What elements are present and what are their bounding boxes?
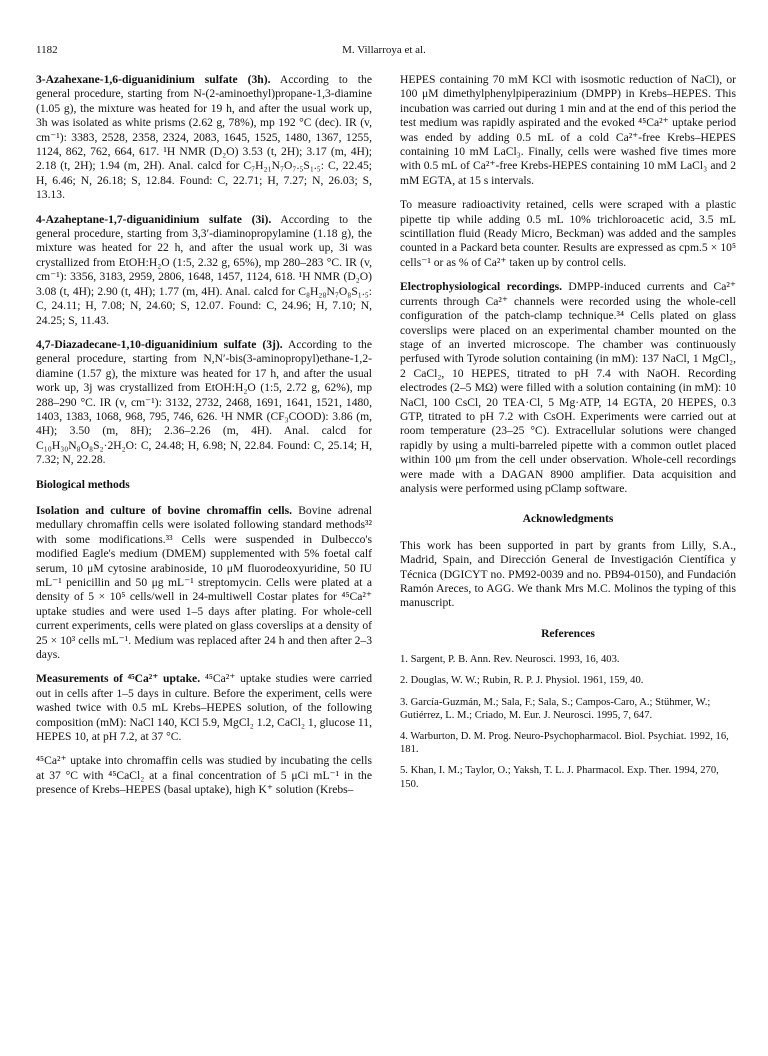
reference-item: 4. Warburton, D. M. Prog. Neuro-Psychopharmacol. Biol. Psychiat. 1992, 16, 181. bbox=[400, 731, 729, 756]
paragraph-radioactivity bbox=[400, 198, 736, 270]
reference-item: 2. Douglas, W. W.; Rubin, R. P. J. Physiol. 1961, 159, 40. bbox=[400, 675, 644, 687]
reference-item: 3. García-Guzmán, M.; Sala, F.; Sala, S.; Campos-Caro, A.; Stühmer, W.; Gutiérrez, L. M.; Criado, M. Eur. J. Neurosci. 1995, 7, 647. bbox=[400, 696, 711, 721]
left-column bbox=[36, 73, 372, 808]
paragraph-3j bbox=[36, 338, 372, 468]
reference-item: 1. Sargent, P. B. Ann. Rev. Neurosci. 1993, 16, 403. bbox=[400, 654, 620, 666]
paragraph-text: According to the general procedure, starting from 3,3′-diaminopropylamine (1.18 g), the mixture was heated for 22 h, and after the usual work up, 3i was crystallized from EtOH:H₂O (1:5, 2.32 g, 65%), mp 280–283 °C. IR (v, cm⁻¹): 3356, 3183, 2959, 2806, 1648, 1457, 1124, 618. ¹H NMR (D₂O) 3.08 (t, 4H); 2.90 (t, 4H); 1.77 (m, 4H). Anal. calcd for C₈H₂₈N₇O₈S₁.₅: C, 24.11; H, 7.08; N, 24.60; S, 12.07. Found: C, 24.96; H, 7.10; N, 24.25; S, 11.43. bbox=[36, 212, 372, 327]
reference-item: 5. Khan, I. M.; Taylor, O.; Yaksh, T. L. J. Pharmacol. Exp. Ther. 1994, 270, 150. bbox=[400, 765, 719, 790]
paragraph-electrophysiology bbox=[400, 280, 736, 496]
paragraph-text: According to the general procedure, starting from N,N′-bis(3-aminopropyl)ethane-1,2-diamine (1.57 g), the mixture was heated for 17 h, and after the usual work up, 3j was crystallized from EtOH:H₂O (1:5, 2.72 g, 62%), mp 288–290 °C. IR (v, cm⁻¹): 3132, 2732, 2468, 1691, 1641, 1521, 1480, 1403, 1383, 1068, 968, 795, 746, 626. ¹H NMR (CF₃COOD): 3.86 (m, 4H); 3.50 (m, 8H); 2.36–2.26 (m, 4H). Anal. calcd for C₁₀H₃₀N₈O₈S₂·2H₂O: C, 24.48; H, 6.98; N, 22.84. Found: C, 25.14; H, 7.32; N, 22.28. bbox=[36, 337, 372, 467]
reference-list bbox=[400, 653, 736, 791]
paragraph-text: HEPES containing 70 mM KCl with isosmotic reduction of NaCl), or 100 μM dimethylphenylpiperazinium (DMPP) in Krebs–HEPES. This incubation was carried out during 1 min and at the end of this period the test medium was rapidly aspirated and the evoked ⁴⁵Ca²⁺ uptake period was ended by adding 0.5 mL of a cold Ca²⁺-free Krebs–HEPES containing 10 mM LaCl₃. Finally, cells were washed five times more with 0.5 mL of Ca²⁺-free Krebs-HEPES containing 10 mM LaCl₃ and 2 mM EGTA, at 15 s intervals. bbox=[400, 73, 736, 187]
subsection-heading: Measurements of ⁴⁵Ca²⁺ uptake. bbox=[36, 672, 201, 686]
page-header bbox=[36, 44, 732, 60]
paragraph-ca-uptake-cont bbox=[36, 754, 372, 797]
paragraph-ca-uptake bbox=[36, 672, 372, 744]
running-head: M. Villarroya et al. bbox=[342, 44, 426, 56]
paragraph-acknowledgments bbox=[400, 539, 736, 611]
paragraph-text: ⁴⁵Ca²⁺ uptake studies were carried out in cells after 1–5 days in culture. Before the experiment, cells were washed twice with 0.5 mL Krebs–HEPES solution, of the following composition (mM): NaCl 140, KCl 5.9, MgCl₂ 1.2, CaCl₂ 1, glucose 11, HEPES 10, at pH 7.2, at 37 °C. bbox=[36, 672, 373, 744]
section-heading-biological-methods: Biological methods bbox=[36, 477, 130, 491]
right-column bbox=[400, 73, 736, 799]
paragraph-incubation bbox=[400, 73, 736, 188]
paragraph-3h bbox=[36, 73, 372, 203]
page-number: 1182 bbox=[36, 44, 58, 56]
paragraph-text: According to the general procedure, starting from N-(2-aminoethyl)propane-1,3-diamine (1.05 g), the mixture was heated for 19 h, and after the usual work up, 3h was isolated as white prisms (2.62 g, 78%), mp 192 °C (dec). IR (v, cm⁻¹): 3383, 2528, 2358, 2324, 2083, 1645, 1525, 1480, 1367, 1255, 1124, 862, 762, 664, 617. ¹H NMR (D₂O) 3.53 (t, 2H); 3.17 (m, 4H); 2.18 (t, 2H); 1.94 (m, 2H). Anal. calcd for C₇H₂₁N₇O₇.₅S₁.₅: C, 22.45; H, 6.46; N, 26.18; S, 12.84. Found: C, 22.71; H, 7.27; N, 26.03; S, 13.13. bbox=[36, 73, 372, 202]
paragraph-text: DMPP-induced currents and Ca²⁺ currents through Ca²⁺ channels were recorded using the whole-cell configuration of the patch-clamp technique.³⁴ Cells plated on glass coverslips were placed on an experimental chamber mounted on the stage of an inverted microscope. The chamber was continuously perfused with Tyrode solution containing (in mM): 137 NaCl, 1 MgCl₂, 2 CaCl₂, 10 HEPES, titrated to pH 7.4 with NaOH. Recording electrodes (2–5 MΩ) were filled with a solution containing (in mM): 10 NaCl, 100 CsCl, 20 TEA·Cl, 5 Mg·ATP, 14 EGTA, 20 HEPES, 0.3 GTP, titrated to pH 7.2 with CsOH. Experiments were carried out at room temperature (23–25 °C). Extracellular solutions were changed rapidly by using a multi-barreled pipette with a common outlet placed within 100 μm from the cell under observation. Whole-cell recordings were made with a DAGAN 8900 amplifier. Data acquisition and analysis were performed using pClamp software. bbox=[400, 280, 737, 495]
compound-heading-3h: 3-Azahexane-1,6-diguanidinium sulfate (3h). bbox=[36, 73, 271, 86]
paragraph-isolation bbox=[36, 504, 372, 662]
compound-heading-3j: 4,7-Diazadecane-1,10-diguanidinium sulfate (3j). bbox=[36, 337, 283, 351]
paragraph-text: This work has been supported in part by grants from Lilly, S.A., Madrid, Spain, and Dirección General de Investigación Científica y Técnica (DGICYT no. PM92-0039 and no. PB94-0150), and Fundación Ramón Areces, to AGG. We thank Mrs M.C. Molinos the typing of this manuscript. bbox=[400, 538, 736, 610]
paragraph-text: Bovine adrenal medullary chromaffin cells were isolated following standard methods³² with some modifications.³³ Cells were suspended in Dulbecco's modified Eagle's medium (DMEM) supplemented with 5% foetal calf serum, 10 μM cytosine arabinoside, 10 μM fluorodeoxyuridine, 50 IU mL⁻¹ penicillin and 50 μg mL⁻¹ streptomycin. Cells were plated at a density of 5 × 10⁵ cells/well in 24-multiwell Costar plates for ⁴⁵Ca²⁺ uptake studies and were used 1–5 days after plating. For whole-cell current experiments, cells were plated on glass coverslips at a density of 25 × 10³ cells mL⁻¹. Medium was replaced after 24 h and then after 2–3 days. bbox=[36, 503, 372, 662]
paragraph-text: ⁴⁵Ca²⁺ uptake into chromaffin cells was studied by incubating the cells at 37 °C with ⁴⁵CaCl₂ at a final concentration of 5 μCi mL⁻¹ in the presence of Krebs–HEPES (basal uptake), high K⁺ solution (Krebs– bbox=[36, 754, 372, 797]
subsection-heading: Electrophysiological recordings. bbox=[400, 280, 563, 294]
section-heading-acknowledgments: Acknowledgments bbox=[522, 512, 614, 526]
section-heading-references: References bbox=[541, 626, 595, 640]
paragraph-text: To measure radioactivity retained, cells were scraped with a plastic pipette tip while adding 0.5 mL 10% trichloroacetic acid, 3.5 mL scintillation fluid (Ready Micro, Beckman) was added and the samples counted in a Packard beta counter. Results are expressed as cpm.5 × 10⁵ cells⁻¹ or as % of Ca²⁺ taken up by control cells. bbox=[400, 198, 736, 269]
paragraph-3i bbox=[36, 213, 372, 328]
subsection-heading: Isolation and culture of bovine chromaffin cells. bbox=[36, 503, 292, 517]
compound-heading-3i: 4-Azaheptane-1,7-diguanidinium sulfate (3i). bbox=[36, 212, 272, 226]
